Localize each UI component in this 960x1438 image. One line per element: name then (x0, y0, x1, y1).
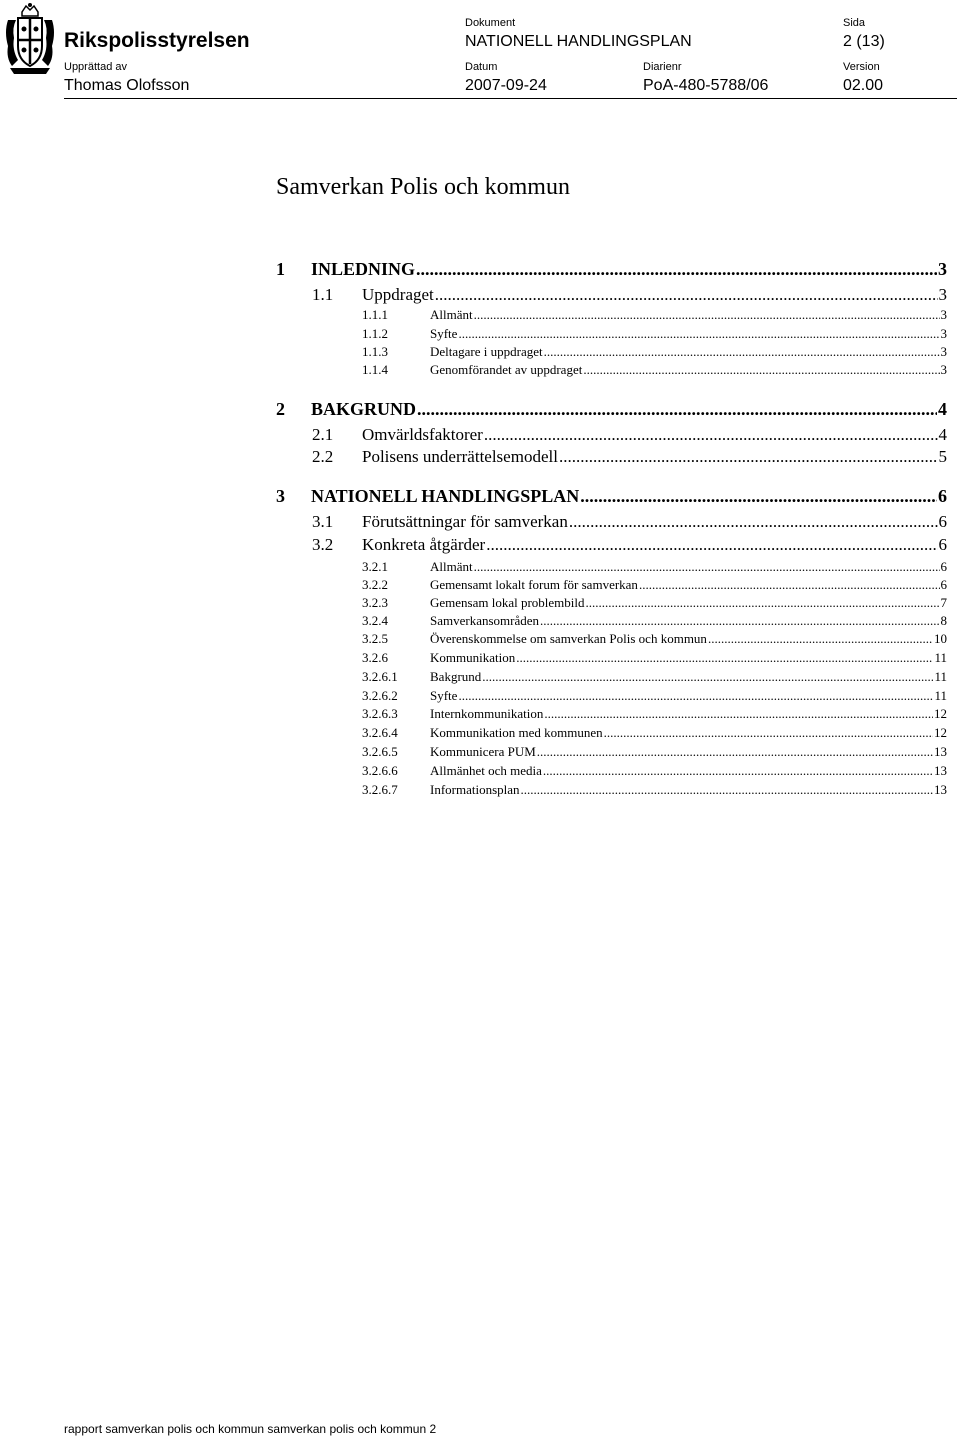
toc-entry[interactable] (362, 706, 947, 722)
toc-entry-label: Omvärldsfaktorer (362, 425, 483, 444)
toc-entry-label: Gemensamt lokalt forum för samverkan (430, 577, 638, 592)
toc-entry[interactable] (362, 725, 947, 741)
toc-dot-leader (458, 688, 933, 704)
toc-entry-number: 1.1.2 (362, 326, 388, 341)
toc-entry[interactable] (276, 259, 947, 280)
toc-dot-leader (474, 559, 940, 575)
toc-entry-number: 3.2.6.7 (362, 782, 398, 797)
toc-entry-number: 2.2 (312, 447, 334, 466)
toc-dot-leader (708, 631, 933, 647)
toc-entry-label: Uppdraget (362, 285, 434, 304)
toc-entry-page: 3 (938, 285, 947, 304)
toc-entry-label: Internkommunikation (430, 706, 544, 721)
toc-entry-page: 8 (940, 613, 947, 628)
toc-entry-page: 3 (940, 307, 947, 322)
toc-entry-page: 13 (934, 782, 947, 797)
toc-dot-leader (458, 326, 939, 342)
toc-dot-leader (540, 613, 939, 629)
toc-entry-page: 11 (934, 688, 947, 703)
document-value: NATIONELL HANDLINGSPLAN (465, 33, 692, 50)
toc-entry-page: 6 (938, 535, 947, 554)
toc-entry-page: 13 (934, 763, 947, 778)
toc-entry-label: Kommunikation (430, 650, 516, 665)
date-label: Datum (465, 61, 498, 73)
toc-entry-label: Konkreta åtgärder (362, 535, 486, 554)
toc-entry-label: Polisens underrättelsemodell (362, 447, 558, 466)
toc-entry-label: Genomförandet av uppdraget (430, 362, 583, 377)
toc-entry-number: 1.1.3 (362, 344, 388, 359)
toc-entry-label: Informationsplan (430, 782, 520, 797)
toc-entry[interactable] (312, 447, 947, 467)
toc-entry-page: 6 (940, 559, 947, 574)
toc-entry-label: Syfte (430, 688, 458, 703)
toc-entry-page: 3 (940, 344, 947, 359)
toc-entry-label: Bakgrund (430, 669, 482, 684)
toc-entry-number: 3.2.6.4 (362, 725, 398, 740)
toc-entry-label: Deltagare i uppdraget (430, 344, 543, 359)
toc-entry-page: 6 (938, 512, 947, 531)
toc-entry-label: INLEDNING (311, 259, 416, 279)
toc-entry-label: Allmänt (430, 559, 473, 574)
toc-entry-label: BAKGRUND (311, 399, 417, 419)
toc-entry[interactable] (312, 285, 947, 305)
toc-entry-page: 11 (934, 669, 947, 684)
toc-entry-number: 1.1.4 (362, 362, 388, 377)
toc-dot-leader (484, 425, 938, 445)
toc-entry-page: 3 (938, 259, 947, 279)
police-crest-logo (2, 2, 58, 76)
toc-dot-leader (586, 595, 940, 611)
toc-entry[interactable] (362, 613, 947, 629)
toc-dot-leader (417, 399, 937, 420)
toc-entry-number: 3.2.6.5 (362, 744, 398, 759)
toc-entry[interactable] (362, 631, 947, 647)
toc-entry-page: 10 (934, 631, 947, 646)
toc-entry[interactable] (362, 362, 947, 378)
toc-entry-page: 13 (934, 744, 947, 759)
toc-dot-leader (544, 344, 940, 360)
toc-entry-page: 4 (938, 399, 947, 419)
toc-entry[interactable] (362, 782, 947, 798)
toc-entry-number: 3.2 (312, 535, 334, 554)
reference-label: Diarienr (643, 61, 682, 73)
toc-entry-label: Allmänhet och media (430, 763, 542, 778)
toc-entry-number: 2.1 (312, 425, 334, 444)
toc-entry-label: Överenskommelse om samverkan Polis och kommun (430, 631, 707, 646)
toc-entry-page: 12 (934, 706, 947, 721)
toc-entry[interactable] (312, 425, 947, 445)
toc-dot-leader (482, 669, 933, 685)
version-value: 02.00 (843, 77, 884, 94)
toc-entry-page: 6 (940, 577, 947, 592)
toc-dot-leader (474, 307, 940, 323)
toc-entry-number: 3.2.6.6 (362, 763, 398, 778)
toc-entry-label: Samverkansområden (430, 613, 540, 628)
toc-entry[interactable] (362, 595, 947, 611)
toc-dot-leader (583, 362, 939, 378)
toc-dot-leader (544, 706, 933, 722)
toc-entry[interactable] (362, 577, 947, 593)
toc-entry-number: 3 (276, 486, 285, 506)
toc-entry-number: 3.2.6 (362, 650, 388, 665)
header-divider (64, 98, 957, 99)
toc-entry[interactable] (312, 535, 947, 555)
toc-entry-page: 12 (934, 725, 947, 740)
toc-dot-leader (521, 782, 933, 798)
toc-dot-leader (486, 535, 937, 555)
toc-dot-leader (569, 512, 938, 532)
toc-entry-page: 11 (934, 650, 947, 665)
toc-entry-label: Kommunicera PUM (430, 744, 536, 759)
toc-entry-number: 3.2.6.3 (362, 706, 398, 721)
toc-entry[interactable] (362, 326, 947, 342)
toc-entry[interactable] (362, 669, 947, 685)
toc-dot-leader (604, 725, 933, 741)
footer-text: rapport samverkan polis och kommun samverkan polis och kommun 2 (64, 1422, 437, 1436)
toc-entry-label: Förutsättningar för samverkan (362, 512, 568, 531)
page-value: 2 (13) (843, 33, 885, 50)
toc-entry-label: Allmänt (430, 307, 473, 322)
toc-entry-number: 1 (276, 259, 285, 279)
toc-dot-leader (435, 285, 938, 305)
toc-entry[interactable] (312, 512, 947, 532)
toc-entry-number: 3.2.6.2 (362, 688, 398, 703)
date-value: 2007-09-24 (465, 77, 547, 94)
toc-entry[interactable] (276, 486, 947, 507)
toc-entry-page: 6 (938, 486, 947, 506)
author-label: Upprättad av (64, 61, 127, 73)
toc-entry[interactable] (362, 763, 947, 779)
toc-dot-leader (416, 259, 937, 280)
toc-entry-label: Syfte (430, 326, 458, 341)
toc-entry-number: 3.2.4 (362, 613, 388, 628)
toc-entry-number: 1.1.1 (362, 307, 388, 322)
organization-name: Rikspolisstyrelsen (64, 29, 250, 52)
toc-entry[interactable] (362, 650, 947, 666)
toc-dot-leader (543, 763, 933, 779)
document-label: Dokument (465, 17, 516, 29)
toc-entry[interactable] (362, 744, 947, 760)
toc-entry-page: 7 (940, 595, 947, 610)
toc-dot-leader (537, 744, 933, 760)
toc-entry-page: 3 (940, 362, 947, 377)
toc-entry-number: 3.2.5 (362, 631, 388, 646)
toc-entry-number: 3.2.2 (362, 577, 388, 592)
toc-entry-label: Kommunikation med kommunen (430, 725, 603, 740)
toc-dot-leader (559, 447, 938, 467)
toc-entry-number: 3.1 (312, 512, 334, 531)
reference-value: PoA-480-5788/06 (643, 77, 769, 94)
toc-entry-number: 1.1 (312, 285, 334, 304)
toc-entry-page: 4 (938, 425, 947, 444)
page-label: Sida (843, 17, 866, 29)
toc-entry-page: 3 (940, 326, 947, 341)
toc-dot-leader (580, 486, 937, 507)
toc-entry-label: NATIONELL HANDLINGSPLAN (311, 486, 580, 506)
toc-dot-leader (516, 650, 933, 666)
author-value: Thomas Olofsson (64, 77, 190, 94)
toc-entry-number: 3.2.6.1 (362, 669, 398, 684)
toc-dot-leader (639, 577, 940, 593)
toc-entry[interactable] (362, 688, 947, 704)
toc-entry[interactable] (276, 399, 947, 420)
toc-entry-number: 2 (276, 399, 285, 419)
toc-entry-page: 5 (938, 447, 947, 466)
toc-entry-number: 3.2.1 (362, 559, 388, 574)
version-label: Version (843, 61, 880, 73)
toc-entry[interactable] (362, 307, 947, 323)
toc-entry[interactable] (362, 344, 947, 360)
toc-entry-number: 3.2.3 (362, 595, 388, 610)
toc-entry-label: Gemensam lokal problembild (430, 595, 585, 610)
toc-entry[interactable] (362, 559, 947, 575)
page-title: Samverkan Polis och kommun (276, 174, 570, 200)
